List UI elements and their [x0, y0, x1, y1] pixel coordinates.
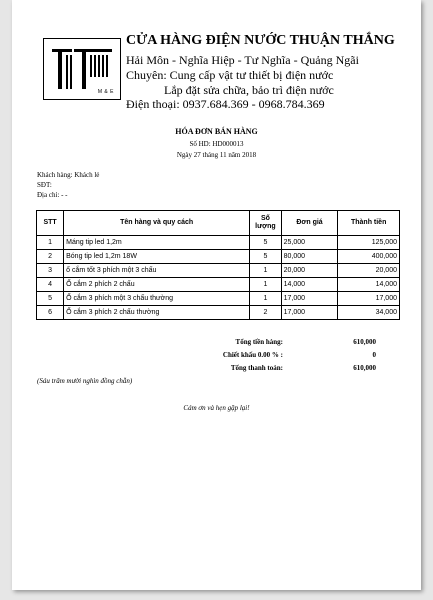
table-row: [37, 250, 400, 264]
header-qty: [250, 211, 281, 236]
shop-address: Hải Môn - Nghĩa Hiệp - Tư Nghĩa - Quảng Ngãi: [126, 53, 359, 67]
discount-value: 0: [372, 351, 376, 359]
shop-service: Lắp đặt sửa chữa, bảo trì điện nước: [164, 83, 334, 97]
row-price: 25,000: [281, 236, 338, 250]
header-qty-line2: lượng: [255, 223, 276, 230]
shop-logo: [43, 38, 121, 100]
row-price: 14,000: [281, 278, 338, 292]
grand-total-value: 610,000: [353, 364, 376, 372]
customer-name: Khách hàng: Khách lẻ: [37, 171, 100, 179]
row-price: 20,000: [281, 264, 338, 278]
table-row: [37, 278, 400, 292]
discount-label: Chiết khấu 0.00 % :: [222, 351, 283, 359]
row-name: Ổ cắm 3 phích 2 chấu thường: [64, 306, 250, 320]
table-row: [37, 264, 400, 278]
row-stt: 5: [37, 292, 64, 306]
customer-phone: SĐT:: [37, 181, 52, 189]
row-price: 17,000: [281, 292, 338, 306]
row-stt: 4: [37, 278, 64, 292]
items-table: [36, 210, 400, 320]
row-qty: 2: [250, 306, 281, 320]
row-total: 34,000: [338, 306, 400, 320]
row-total: 400,000: [338, 250, 400, 264]
row-name: Máng tip led 1,2m: [64, 236, 250, 250]
header-name: Tên hàng và quy cách: [64, 211, 250, 236]
logo-text: M & E: [97, 89, 114, 95]
invoice-number: Số HD: HD000013: [189, 140, 244, 148]
header-total: Thành tiền: [338, 211, 400, 236]
row-total: 20,000: [338, 264, 400, 278]
row-price: 80,000: [281, 250, 338, 264]
table-row: [37, 306, 400, 320]
header-price: Đơn giá: [281, 211, 338, 236]
invoice-title: HÓA ĐƠN BÁN HÀNG: [175, 127, 258, 136]
row-stt: 3: [37, 264, 64, 278]
row-stt: 1: [37, 236, 64, 250]
row-stt: 2: [37, 250, 64, 264]
row-qty: 5: [250, 236, 281, 250]
table-row: [37, 292, 400, 306]
header-qty-line1: Số: [260, 215, 270, 222]
row-total: 17,000: [338, 292, 400, 306]
row-name: ổ cắm tốt 3 phích một 3 chấu: [64, 264, 250, 278]
table-row: [37, 236, 400, 250]
row-price: 17,000: [281, 306, 338, 320]
row-total: 125,000: [338, 236, 400, 250]
header-stt: STT: [37, 211, 64, 236]
grand-total-label: Tổng thanh toán:: [230, 364, 283, 372]
invoice-date: Ngày 27 tháng 11 năm 2018: [176, 151, 257, 159]
shop-phone: Điện thoại: 0937.684.369 - 0968.784.369: [126, 97, 325, 111]
subtotal-label: Tổng tiền hàng:: [235, 338, 283, 346]
row-qty: 1: [250, 278, 281, 292]
row-name: Bóng tip led 1,2m 18W: [64, 250, 250, 264]
row-stt: 6: [37, 306, 64, 320]
table-header-row: [37, 211, 400, 236]
row-qty: 1: [250, 292, 281, 306]
row-total: 14,000: [338, 278, 400, 292]
customer-address: Địa chỉ: - -: [37, 191, 68, 199]
row-name: Ổ cắm 2 phích 2 chấu: [64, 278, 250, 292]
thank-you-note: Cám ơn và hẹn gặp lại!: [183, 404, 250, 412]
subtotal-value: 610,000: [353, 338, 376, 346]
shop-specialty: Chuyên: Cung cấp vật tư thiết bị điện nước: [126, 68, 334, 82]
row-name: Ổ cắm 3 phích một 3 chấu thường: [64, 292, 250, 306]
shop-name: CỬA HÀNG ĐIỆN NƯỚC THUẬN THẮNG: [126, 33, 395, 48]
row-qty: 5: [250, 250, 281, 264]
amount-in-words: (Sáu trăm mười nghìn đồng chẵn): [37, 377, 133, 385]
invoice-page: [12, 0, 421, 590]
row-qty: 1: [250, 264, 281, 278]
